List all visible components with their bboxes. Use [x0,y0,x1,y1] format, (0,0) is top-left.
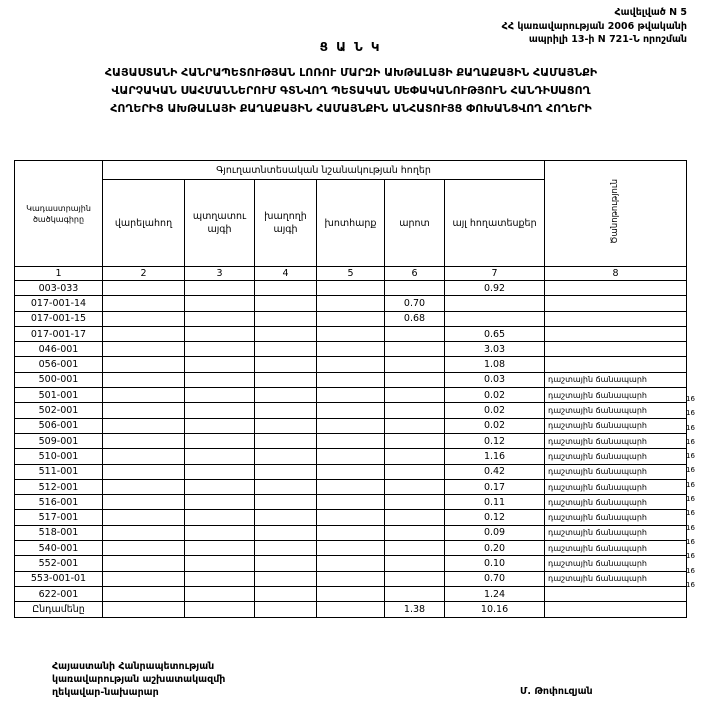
cell-pasture [385,281,445,296]
margin-mark: 16 [686,452,695,461]
cell-note: դաշտային ճանապարհ [545,403,687,418]
cell-other: 0.09 [445,525,545,540]
cell-arable [103,388,185,403]
cell-note [545,586,687,601]
cell-pasture [385,357,445,372]
column-header-other: այլ հողատեսքեր [445,180,545,267]
cell-hayfield [317,433,385,448]
footer-signer-name: Մ. Թոփուզյան [520,686,593,697]
cell-code: 017-001-17 [15,326,103,341]
cell-hayfield [317,342,385,357]
cell-vineyard [255,372,317,387]
table-row [15,281,687,296]
cell-note: դաշտային ճանապարհ [545,388,687,403]
cell-vineyard [255,357,317,372]
cell-hayfield [317,281,385,296]
cell-note [545,281,687,296]
cell-other: 1.16 [445,449,545,464]
margin-mark: 16 [686,437,695,446]
column-header-note-label: Ծանոթություն [610,179,621,244]
margin-mark: 16 [686,537,695,546]
total-arable [103,602,185,618]
cell-other: 0.10 [445,556,545,571]
margin-mark: 16 [686,580,695,589]
cell-vineyard [255,388,317,403]
cell-note: դաշտային ճանապարհ [545,479,687,494]
total-hayfield [317,602,385,618]
cell-note [545,326,687,341]
header-line-1: Հավելված N 5 [614,7,687,18]
page-title: Ց Ա Ն Կ [319,40,382,54]
cell-arable [103,510,185,525]
cell-pasture: 0.68 [385,311,445,326]
cell-orchard [185,464,255,479]
cell-pasture [385,525,445,540]
cell-pasture [385,571,445,586]
cell-code: 017-001-14 [15,296,103,311]
table-total-row [15,602,687,618]
cell-pasture [385,403,445,418]
cell-arable [103,357,185,372]
cell-note: դաշտային ճանապարհ [545,372,687,387]
cell-code: 510-001 [15,449,103,464]
cell-vineyard [255,571,317,586]
cell-note: դաշտային ճանապարհ [545,571,687,586]
margin-mark: 16 [686,480,695,489]
column-header-note [545,161,687,267]
cell-pasture [385,479,445,494]
footer-line-2: կառավարության աշխատակազմի [52,674,226,685]
cell-other [445,311,545,326]
column-number-2: 2 [103,267,185,281]
table-row [15,357,687,372]
cell-hayfield [317,311,385,326]
cell-arable [103,541,185,556]
cell-pasture: 0.70 [385,296,445,311]
cell-orchard [185,418,255,433]
margin-mark: 16 [686,466,695,475]
cell-hayfield [317,464,385,479]
cell-other: 0.02 [445,418,545,433]
cell-arable [103,372,185,387]
margin-marks [686,392,695,592]
cell-arable [103,342,185,357]
cell-pasture [385,510,445,525]
cell-note [545,342,687,357]
footer-line-1: Հայաստանի Հանրապետության [52,661,215,672]
cell-hayfield [317,357,385,372]
cell-note: դաշտային ճանապարհ [545,433,687,448]
column-header-vineyard: խաղողի այգի [255,180,317,267]
cell-arable [103,418,185,433]
table-row [15,495,687,510]
cell-arable [103,495,185,510]
column-header-pasture: արոտ [385,180,445,267]
margin-mark: 16 [686,409,695,418]
cell-orchard [185,449,255,464]
margin-mark: 16 [686,566,695,575]
cell-other [445,296,545,311]
cell-orchard [185,433,255,448]
table-row [15,464,687,479]
cell-note: դաշտային ճանապարհ [545,495,687,510]
cell-arable [103,556,185,571]
cell-code: 003-033 [15,281,103,296]
cell-pasture [385,586,445,601]
cell-vineyard [255,464,317,479]
column-header-hayfield: խոտհարք [317,180,385,267]
cell-pasture [385,388,445,403]
cell-vineyard [255,586,317,601]
cell-arable [103,433,185,448]
table-row [15,449,687,464]
cell-arable [103,525,185,540]
cell-vineyard [255,403,317,418]
cell-orchard [185,281,255,296]
cell-hayfield [317,418,385,433]
cell-vineyard [255,556,317,571]
cell-pasture [385,433,445,448]
cell-code: 506-001 [15,418,103,433]
table-row [15,311,687,326]
cell-pasture [385,372,445,387]
cell-other: 0.65 [445,326,545,341]
total-pasture: 1.38 [385,602,445,618]
cell-other: 0.42 [445,464,545,479]
cell-code: 553-001-01 [15,571,103,586]
table-row [15,510,687,525]
footer-line-3: ղեկավար-նախարար [52,687,159,698]
column-number-row [15,267,687,281]
cell-orchard [185,495,255,510]
margin-mark: 16 [686,523,695,532]
cell-orchard [185,342,255,357]
cell-orchard [185,556,255,571]
cell-code: 500-001 [15,372,103,387]
cell-code: 502-001 [15,403,103,418]
cell-code: 518-001 [15,525,103,540]
cell-orchard [185,479,255,494]
document-subtitle [26,64,676,118]
cell-note: դաշտային ճանապարհ [545,510,687,525]
cell-note: դաշտային ճանապարհ [545,556,687,571]
cell-orchard [185,525,255,540]
cell-hayfield [317,495,385,510]
column-number-6: 6 [385,267,445,281]
cell-hayfield [317,296,385,311]
cell-pasture [385,541,445,556]
cell-other: 0.70 [445,571,545,586]
cell-hayfield [317,403,385,418]
column-header-cadastral-code: Կադաստրային ծածկագիրը [15,161,103,267]
cell-other: 0.17 [445,479,545,494]
column-header-orchard: պտղատու այգի [185,180,255,267]
subtitle-line-3: ՀՈՂԵՐԻՑ ԱԽԹԱԼԱՅԻ ՔԱՂԱՔԱՅԻՆ ՀԱՄԱՅՆՔԻՆ ԱՆՀԱՏՈՒՅՑ ՓՈԽԱՆՑՎՈՂ ՀՈՂԵՐԻ [110,102,592,115]
cell-hayfield [317,326,385,341]
header-line-2: ՀՀ կառավարության 2006 թվականի [501,20,687,32]
column-number-4: 4 [255,267,317,281]
cell-pasture [385,449,445,464]
cell-orchard [185,510,255,525]
cell-orchard [185,388,255,403]
cell-arable [103,464,185,479]
cell-pasture [385,418,445,433]
cell-other: 1.24 [445,586,545,601]
cell-arable [103,449,185,464]
cell-code: 509-001 [15,433,103,448]
cell-orchard [185,357,255,372]
table-row [15,556,687,571]
cell-arable [103,281,185,296]
cell-code: 501-001 [15,388,103,403]
cell-other: 0.12 [445,433,545,448]
table-header-group-row [15,161,687,180]
cell-note: դաշտային ճանապարհ [545,541,687,556]
table-row [15,342,687,357]
cell-note: դաշտային ճանապարհ [545,464,687,479]
cell-hayfield [317,525,385,540]
cell-code: 552-001 [15,556,103,571]
total-other: 10.16 [445,602,545,618]
land-table [14,160,687,618]
cell-hayfield [317,388,385,403]
cell-other: 0.20 [445,541,545,556]
cell-pasture [385,342,445,357]
cell-orchard [185,311,255,326]
cell-code: 511-001 [15,464,103,479]
table-row [15,326,687,341]
cell-arable [103,403,185,418]
cell-vineyard [255,311,317,326]
cell-other: 0.02 [445,403,545,418]
cell-other: 1.08 [445,357,545,372]
cell-orchard [185,296,255,311]
table-row [15,541,687,556]
cell-pasture [385,464,445,479]
table-row [15,586,687,601]
column-header-arable: վարելահող [103,180,185,267]
table-row [15,571,687,586]
cell-arable [103,571,185,586]
cell-orchard [185,372,255,387]
column-group-agricultural: Գյուղատնտեսական նշանակության հողեր [103,161,545,180]
table-row [15,418,687,433]
cell-note: դաշտային ճանապարհ [545,525,687,540]
cell-other: 0.11 [445,495,545,510]
cell-orchard [185,403,255,418]
cell-vineyard [255,418,317,433]
subtitle-line-1: ՀԱՅԱՍՏԱՆԻ ՀԱՆՐԱՊԵՏՈՒԹՅԱՆ ԼՈՌՈՒ ՄԱՐԶԻ ԱԽԹԱԼԱՅԻ ՔԱՂԱՔԱՅԻՆ ՀԱՄԱՅՆՔԻ [104,66,598,79]
cell-other: 3.03 [445,342,545,357]
cell-note [545,311,687,326]
cell-orchard [185,326,255,341]
cell-note [545,357,687,372]
cell-arable [103,586,185,601]
table-row [15,433,687,448]
cell-hayfield [317,510,385,525]
cell-code: 622-001 [15,586,103,601]
total-label: Ընդամենը [15,602,103,618]
cell-code: 512-001 [15,479,103,494]
total-orchard [185,602,255,618]
cell-vineyard [255,342,317,357]
cell-orchard [185,571,255,586]
table-row [15,403,687,418]
cell-orchard [185,586,255,601]
cell-note: դաշտային ճանապարհ [545,449,687,464]
cell-hayfield [317,571,385,586]
cell-vineyard [255,433,317,448]
cell-arable [103,311,185,326]
cell-orchard [185,541,255,556]
cell-other: 0.03 [445,372,545,387]
cell-hayfield [317,541,385,556]
column-number-5: 5 [317,267,385,281]
cell-vineyard [255,495,317,510]
cell-other: 0.92 [445,281,545,296]
column-number-7: 7 [445,267,545,281]
cell-pasture [385,495,445,510]
cell-pasture [385,326,445,341]
cell-hayfield [317,586,385,601]
margin-mark: 16 [686,552,695,561]
cell-arable [103,326,185,341]
cell-vineyard [255,479,317,494]
cell-code: 517-001 [15,510,103,525]
cell-hayfield [317,556,385,571]
total-note [545,602,687,618]
cell-note [545,296,687,311]
cell-code: 056-001 [15,357,103,372]
footer-signature-block [52,660,225,699]
cell-vineyard [255,525,317,540]
cell-hayfield [317,449,385,464]
column-number-1: 1 [15,267,103,281]
table-row [15,388,687,403]
cell-vineyard [255,296,317,311]
cell-pasture [385,556,445,571]
cell-arable [103,296,185,311]
cell-arable [103,479,185,494]
column-number-8: 8 [545,267,687,281]
cell-vineyard [255,510,317,525]
cell-hayfield [317,479,385,494]
table-row [15,479,687,494]
table-row [15,372,687,387]
table-row [15,525,687,540]
cell-code: 516-001 [15,495,103,510]
table-row [15,296,687,311]
margin-mark: 16 [686,495,695,504]
cell-code: 017-001-15 [15,311,103,326]
cell-vineyard [255,326,317,341]
total-vineyard [255,602,317,618]
cell-vineyard [255,449,317,464]
column-number-3: 3 [185,267,255,281]
cell-code: 046-001 [15,342,103,357]
cell-other: 0.02 [445,388,545,403]
margin-mark: 16 [686,509,695,518]
margin-mark: 16 [686,423,695,432]
cell-other: 0.12 [445,510,545,525]
cell-code: 540-001 [15,541,103,556]
cell-vineyard [255,541,317,556]
subtitle-line-2: ՎԱՐՉԱԿԱՆ ՍԱՀՄԱՆՆԵՐՈՒՄ ԳՏՆՎՈՂ ՊԵՏԱԿԱՆ ՍԵՓԱԿԱՆՈՒԹՅՈՒՆ ՀԱՆԴԻՍԱՑՈՂ [111,84,591,97]
cell-note: դաշտային ճանապարհ [545,418,687,433]
margin-mark: 16 [686,395,695,403]
cell-hayfield [317,372,385,387]
cell-vineyard [255,281,317,296]
header-line-3: ապրիլի 13-ի N 721-Ն որոշման [528,34,687,45]
